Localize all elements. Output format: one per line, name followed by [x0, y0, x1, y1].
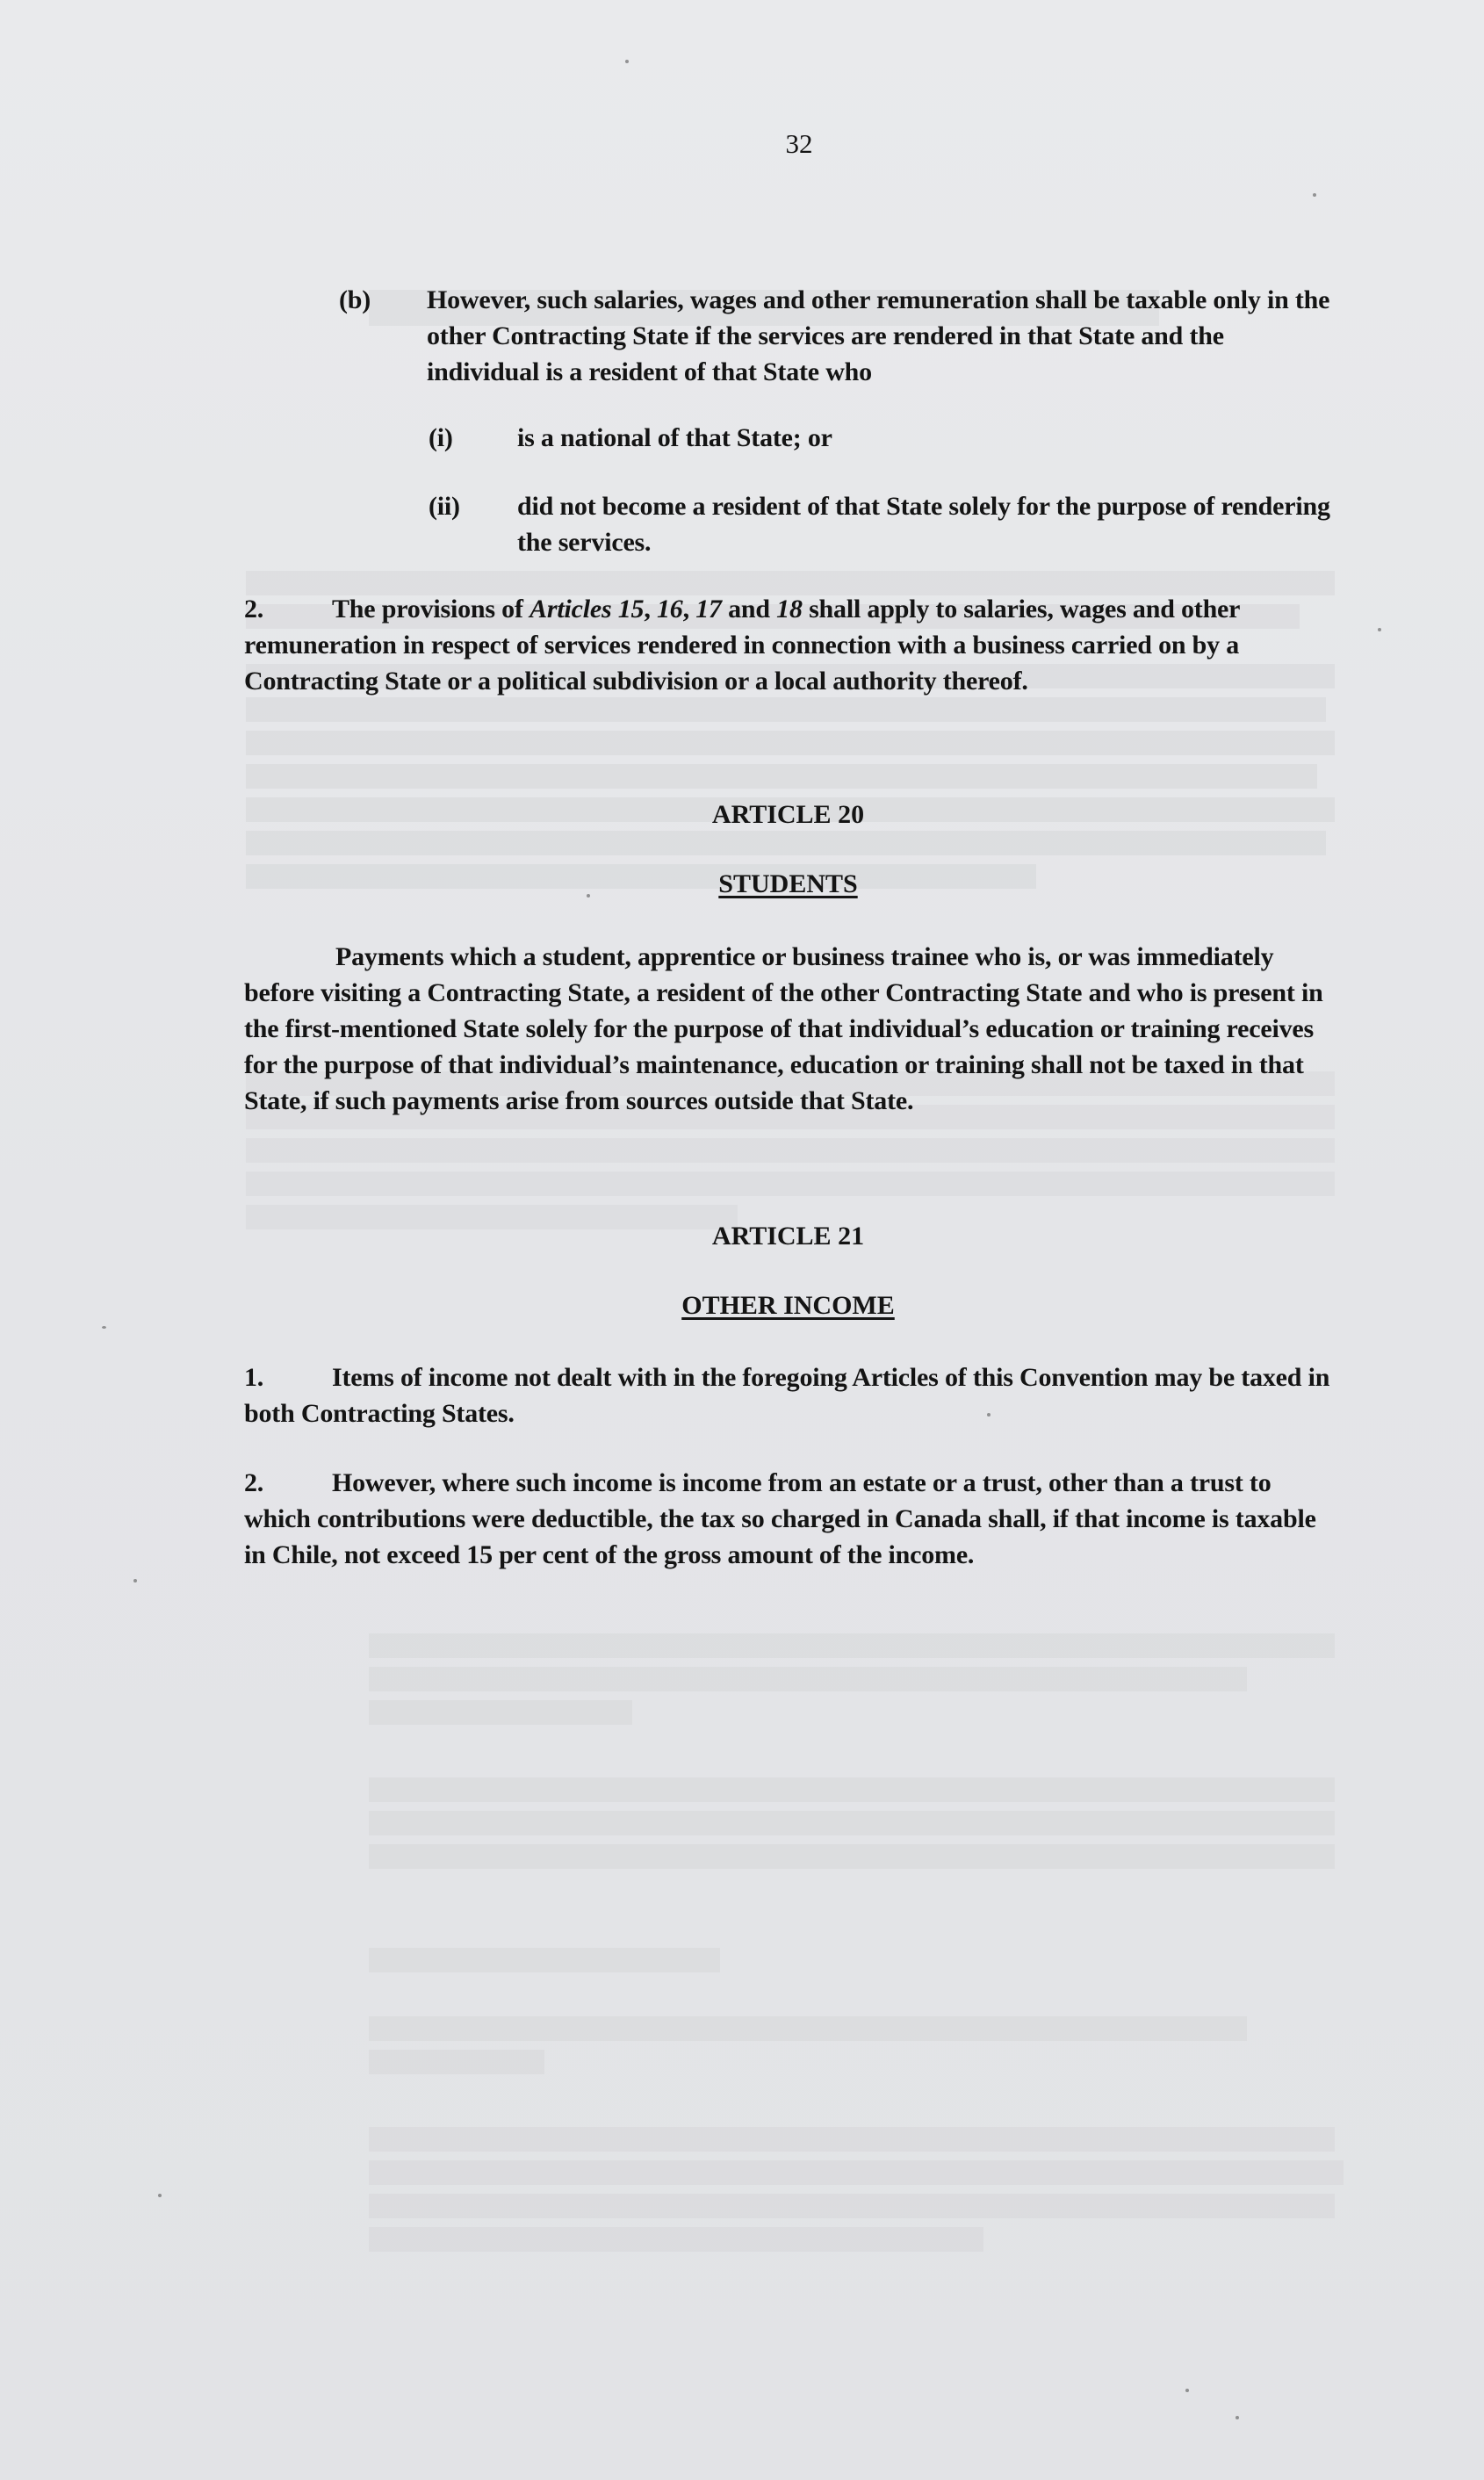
item-ii-text: did not become a resident of that State solely for the purpose of rendering the services.	[517, 492, 1330, 557]
dust-speck	[133, 1579, 137, 1582]
article-reference-17: 17	[695, 595, 722, 624]
article-21-heading: ARTICLE 21	[711, 1222, 865, 1251]
and-word: and	[721, 595, 777, 624]
article-21-paragraph-1	[244, 1359, 1342, 1431]
article-reference-16: 16	[656, 595, 683, 624]
paragraph-2	[244, 591, 1342, 699]
bleed-through-block-3	[369, 1625, 1344, 2260]
articles-reference-15: Articles 15	[529, 595, 645, 624]
dust-speck	[625, 60, 629, 63]
dust-speck	[1235, 2416, 1239, 2419]
paragraph-2-intro: The provisions of	[332, 595, 530, 624]
dust-speck	[1313, 193, 1316, 197]
article-21-subheading: OTHER INCOME	[681, 1291, 895, 1320]
comma-separator: ,	[644, 595, 657, 624]
article-21-paragraph-2-marker: 2.	[244, 1468, 264, 1497]
article-20-text: Payments which a student, apprentice or business trainee who is, or was immediately before visiting a Contracting State, a resident of the other Contracting State and who is present in the first-mentioned State solely for the purpose of that individual’s education or training receives for the purpose of that individual’s maintenance, education or training shall not be taxed in that State, if such payments arise from sources outside that State.	[244, 942, 1323, 1115]
paragraph-2-marker: 2.	[244, 595, 264, 624]
article-21-paragraph-2-text: However, where such income is income from an estate or a trust, other than a trust to which contributions were deductible, the tax so charged in Canada shall, if that income is taxable in Chile, not exceed 15 per cent of the gross amount of the income.	[244, 1468, 1316, 1569]
article-21-paragraph-1-marker: 1.	[244, 1363, 264, 1392]
item-b-text: However, such salaries, wages and other remuneration shall be taxable only in the other Contracting State if the services are rendered in that State and the individual is a resident of that State who	[427, 285, 1330, 386]
article-21-paragraph-2	[244, 1465, 1342, 1573]
comma-separator: ,	[682, 595, 696, 624]
paragraph-2-rest: shall apply to salaries, wages and other remuneration in respect of services rendered in connection with a business carried on by a Contracting State or a political subdivision or a local authority thereof.	[244, 595, 1240, 696]
article-20-subheading: STUDENTS	[718, 869, 858, 898]
article-21-paragraph-1-text: Items of income not dealt with in the foregoing Articles of this Convention may be taxed in both Contracting States.	[244, 1363, 1330, 1428]
item-b-marker: (b)	[339, 285, 371, 314]
article-20-heading: ARTICLE 20	[711, 800, 865, 829]
dust-speck	[102, 1326, 106, 1329]
dust-speck	[1378, 628, 1381, 631]
article-reference-18: 18	[776, 595, 803, 624]
item-ii-marker: (ii)	[429, 492, 460, 521]
item-i-marker: (i)	[429, 423, 453, 452]
dust-speck	[158, 2194, 162, 2197]
page-number: 32	[785, 128, 813, 159]
item-i-text: is a national of that State; or	[517, 423, 832, 452]
dust-speck	[1185, 2389, 1189, 2392]
